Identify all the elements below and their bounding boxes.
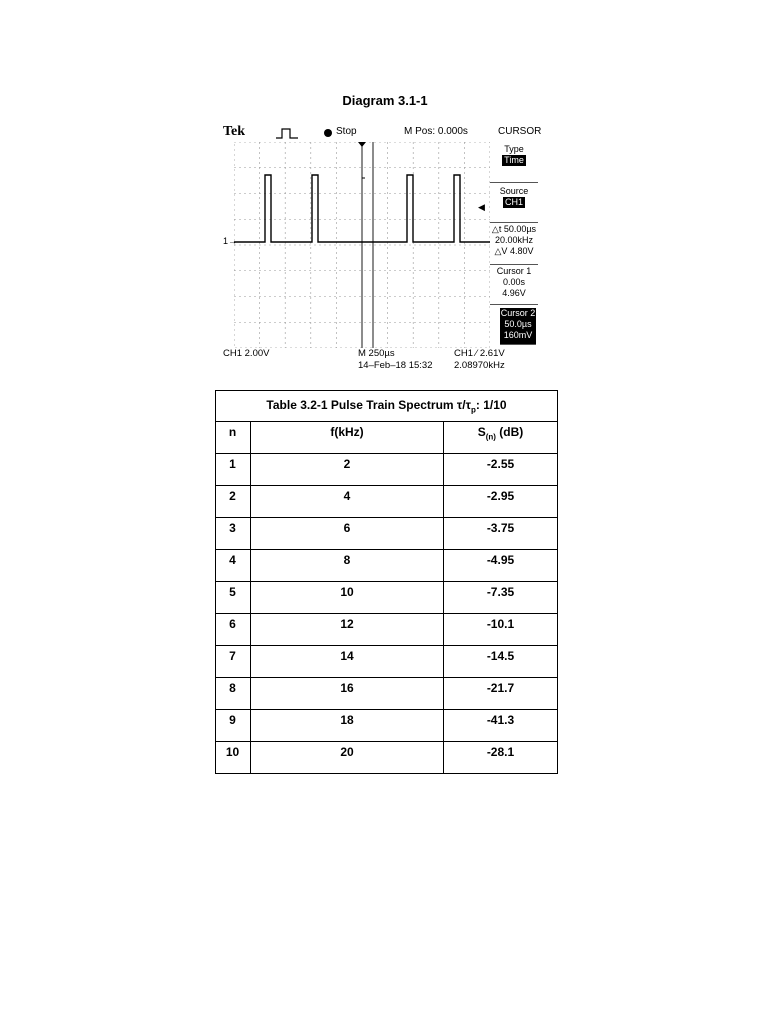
spectrum-table-container (215, 390, 558, 774)
spectrum-table (215, 390, 558, 774)
menu-cursor-1[interactable]: Cursor 1 0.00s 4.96V (490, 266, 538, 305)
ch1-ground-marker: 1→ (223, 236, 238, 246)
menu-source[interactable]: Source CH1 (490, 186, 538, 223)
table-row: 5 10 -7.35 (216, 582, 558, 614)
datetime: 14–Feb–18 15:32 (358, 360, 433, 371)
ch1-scale: CH1 2.00V (223, 348, 270, 359)
type-value: Time (504, 155, 524, 165)
table-row: 3 6 -3.75 (216, 518, 558, 550)
table-row: 4 8 -4.95 (216, 550, 558, 582)
table-row: 10 20 -28.1 (216, 742, 558, 774)
scope-bottom-readout (222, 348, 540, 376)
table-row: 6 12 -10.1 (216, 614, 558, 646)
stop-indicator-icon (324, 129, 332, 137)
table-row: 2 4 -2.95 (216, 486, 558, 518)
horizontal-position: M Pos: 0.000s (404, 126, 468, 137)
menu-title: CURSOR (498, 126, 542, 137)
waveform-display (234, 142, 490, 348)
menu-cursor-2[interactable]: Cursor 2 50.0µs 160mV (500, 308, 536, 345)
timebase: M 250µs (358, 348, 395, 359)
trigger-frequency: 2.08970kHz (454, 360, 505, 371)
table-header-row (216, 422, 558, 454)
table-caption: Table 3.2-1 Pulse Train Spectrum $\tau/\tau_p$: 1/10 (216, 391, 558, 422)
cursor-menu (478, 138, 540, 346)
menu-type[interactable]: Type Time (490, 144, 538, 183)
oscilloscope-screenshot (222, 120, 540, 376)
diagram-title: Diagram 3.1-1 (342, 93, 428, 108)
table-row: 7 14 -14.5 (216, 646, 558, 678)
menu-pointer-icon: ◀ (478, 202, 485, 212)
acquisition-status: Stop (336, 126, 357, 137)
header-n: n (216, 422, 251, 454)
trigger-pulse-icon (276, 127, 298, 139)
cursor-readout: △t 50.00µs 20.00kHz △V 4.80V (490, 224, 538, 265)
header-s: $S_{(n)}$ (dB) (444, 422, 558, 454)
table-row: 8 16 -21.7 (216, 678, 558, 710)
source-value: CH1 (504, 197, 523, 207)
tek-logo: Tek (223, 124, 246, 139)
table-row: 9 18 -41.3 (216, 710, 558, 742)
table-row: 1 2 -2.55 (216, 454, 558, 486)
trigger-level: CH1 ∕ 2.61V (454, 348, 505, 359)
cursor-1-arrow (358, 142, 366, 147)
header-f: f(kHz) (251, 422, 444, 454)
